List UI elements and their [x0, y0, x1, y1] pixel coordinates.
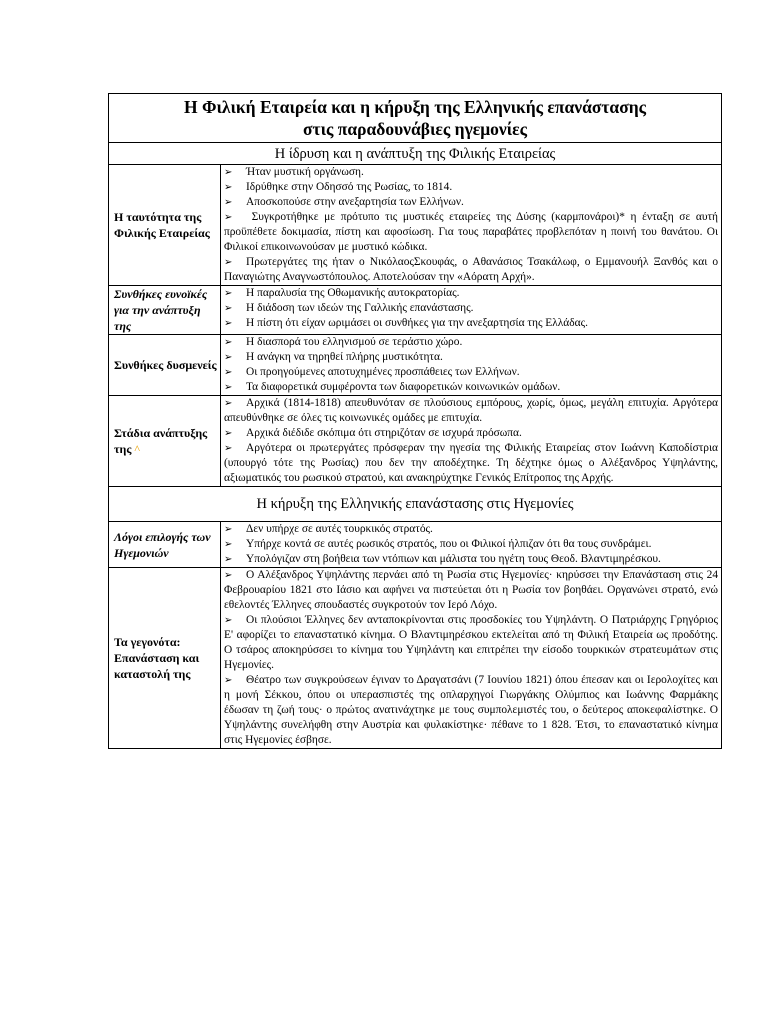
section-row-2 — [109, 487, 722, 522]
row-identity — [109, 165, 722, 286]
bullet-item — [224, 210, 718, 255]
bullet-text: Ήταν μυστική οργάνωση. — [246, 166, 364, 178]
bullet-text: Η πίστη ότι είχαν ωριμάσει οι συνθήκες για την ανεξαρτησία της Ελλάδας. — [246, 317, 588, 329]
section-heading-founding: Η ίδρυση και η ανάπτυξη της Φιλικής Εταιρείας — [109, 143, 722, 165]
arrow-bullet-icon: ➢ — [224, 615, 233, 626]
bullet-item — [224, 537, 718, 552]
bullet-text: Συγκροτήθηκε με πρότυπο τις μυστικές εταιρείες της Δύσης (καρμπονάροι)* η ένταξη σε αυτή προϋπέθετε δοκιμασία, πίστη και αφοσίωση. Για τους παραβάτες προβλεπόταν η ποινή του θανάτου. Οι Φιλικοί επικοινωνούσαν με μυστικό κώδικα. — [224, 211, 719, 253]
bullet-item — [224, 552, 718, 567]
bullet-text: Πρωτεργάτες της ήταν ο ΝικόλαοςΣκουφάς, ο Αθανάσιος Τσακάλωφ, ο Εμμανουήλ Ξανθός και ο Παναγιώτης Αναγνωστόπουλος. Αποτελούσαν την «Αόρατη Αρχή». — [224, 256, 719, 283]
bullet-item — [224, 568, 718, 613]
stages-label-text: Στάδια ανάπτυξης της — [114, 426, 208, 456]
title-row — [109, 94, 722, 143]
arrow-bullet-icon: ➢ — [224, 288, 233, 299]
arrow-bullet-icon: ➢ — [224, 337, 233, 348]
bullet-text: Η παραλυσία της Οθωμανικής αυτοκρατορίας. — [246, 287, 460, 299]
bullet-item — [224, 286, 718, 301]
bullet-item — [224, 255, 718, 285]
row-label-unfavorable: Συνθήκες δυσμενείς — [109, 335, 221, 396]
title-line-2: στις παραδουνάβιες ηγεμονίες — [303, 119, 528, 139]
bullet-text: Τα διαφορετικά συμφέροντα των διαφορετικών κοινωνικών ομάδων. — [246, 381, 561, 393]
document-title — [109, 94, 722, 143]
row-content-events — [221, 568, 722, 749]
bullet-item — [224, 441, 718, 486]
row-label-events: Τα γεγονότα: Επανάσταση και καταστολή της — [109, 568, 221, 749]
row-events — [109, 568, 722, 749]
row-unfavorable — [109, 335, 722, 396]
bullet-text: Αρχικά διέδιδε σκόπιμα ότι στηριζόταν σε ισχυρά πρόσωπα. — [246, 427, 522, 439]
bullet-item — [224, 350, 718, 365]
arrow-bullet-icon: ➢ — [224, 212, 233, 223]
row-stages — [109, 396, 722, 487]
row-label-stages — [109, 396, 221, 487]
bullet-item — [224, 165, 718, 180]
row-label-favorable: Συνθήκες ευνοϊκές για την ανάπτυξη της — [109, 286, 221, 335]
arrow-bullet-icon: ➢ — [224, 382, 233, 393]
bullet-text: Αποσκοπούσε στην ανεξαρτησία των Ελλήνων. — [246, 196, 464, 208]
bullet-item — [224, 673, 718, 748]
section-heading-revolution: Η κήρυξη της Ελληνικής επανάστασης στις Ηγεμονίες — [109, 487, 722, 522]
title-line-1: Η Φιλική Εταιρεία και η κήρυξη της Ελληνικής επανάστασης — [183, 97, 647, 117]
bullet-text: Η διασπορά του ελληνισμού σε τεράστιο χώρο. — [246, 336, 463, 348]
bullet-text: Η ανάγκη να τηρηθεί πλήρης μυστικότητα. — [246, 351, 443, 363]
arrow-bullet-icon: ➢ — [224, 554, 233, 565]
bullet-item — [224, 195, 718, 210]
arrow-bullet-icon: ➢ — [224, 167, 233, 178]
row-content-favorable — [221, 286, 722, 335]
row-reasons — [109, 522, 722, 568]
row-content-stages — [221, 396, 722, 487]
history-table — [108, 93, 722, 749]
bullet-text: Θέατρο των συγκρούσεων έγιναν το Δραγατσάνι (7 Ιουνίου 1821) όπου έπεσαν και οι Ιερολοχίτες και η μονή Σέκκου, όπου οι υπερασπιστές της οπλαρχηγοί Γιωργάκης Ολύμπιος και Ιωάννης Φαρμάκης έδωσαν τη ζωή τους· ο πρώτος ανατινάχτηκε με τους συμπολεμιστές του, ο δεύτερος αποκεφαλίστηκε. Ο Υψηλάντης συνελήφθη στην Αυστρία και φυλακίστηκε· πέθανε το 1 828. Έτσι, το επαναστατικό κίνημα στις Ηγεμονίες έσβησε. — [224, 674, 719, 746]
bullet-text: Ο Αλέξανδρος Υψηλάντης περνάει από τη Ρωσία στις Ηγεμονίες· κηρύσσει την Επανάσταση στις 24 Φεβρουαρίου 1821 στο Ιάσιο και αφήνει να πιστεύεται ότι η Ρωσία τον βοηθάει. Οργανώνει στρατό, ενώ εθελοντές Έλληνες σπουδαστές συγκροτούν τον Ιερό Λόχο. — [224, 569, 719, 611]
arrow-bullet-icon: ➢ — [224, 443, 233, 454]
bullet-item — [224, 426, 718, 441]
row-content-reasons — [221, 522, 722, 568]
bullet-item — [224, 316, 718, 331]
bullet-item — [224, 301, 718, 316]
arrow-bullet-icon: ➢ — [224, 197, 233, 208]
arrow-bullet-icon: ➢ — [224, 367, 233, 378]
arrow-bullet-icon: ➢ — [224, 524, 233, 535]
arrow-bullet-icon: ➢ — [224, 303, 233, 314]
bullet-item — [224, 335, 718, 350]
bullet-item — [224, 522, 718, 537]
arrow-bullet-icon: ➢ — [224, 257, 233, 268]
row-content-unfavorable — [221, 335, 722, 396]
bullet-item — [224, 180, 718, 195]
caret-icon: ^ — [134, 442, 141, 456]
bullet-item — [224, 365, 718, 380]
bullet-text: Αρχικά (1814-1818) απευθυνόταν σε πλούσιους εμπόρους, χωρίς, όμως, μεγάλη επιτυχία. Αργότερα απευθύνθηκε σε όλες τις κοινωνικές ομάδες με επιτυχία. — [224, 397, 719, 424]
row-content-identity — [221, 165, 722, 286]
arrow-bullet-icon: ➢ — [224, 352, 233, 363]
arrow-bullet-icon: ➢ — [224, 570, 233, 581]
bullet-text: Ιδρύθηκε στην Οδησσό της Ρωσίας, το 1814. — [246, 181, 453, 193]
bullet-text: Υπήρχε κοντά σε αυτές ρωσικός στρατός, που οι Φιλικοί ήλπιζαν ότι θα τους συνδράμει. — [246, 538, 652, 550]
bullet-item — [224, 613, 718, 673]
bullet-text: Αργότερα οι πρωτεργάτες πρόσφεραν την ηγεσία της Φιλικής Εταιρείας στον Ιωάννη Καποδίστρια (υπουργό τότε της Ρωσίας) που δεν την αποδέχτηκε. Τη δέχτηκε όμως ο Αλέξανδρος Υψηλάντης, αξιωματικός του ρωσικού στρατού, και ανακηρύχτηκε Γενικός Επίτροπος της Αρχής. — [224, 442, 719, 484]
bullet-text: Υπολόγιζαν στη βοήθεια των ντόπιων και μάλιστα του ηγέτη τους Θεοδ. Βλαντιμηρέσκου. — [246, 553, 661, 565]
arrow-bullet-icon: ➢ — [224, 398, 233, 409]
arrow-bullet-icon: ➢ — [224, 318, 233, 329]
bullet-item — [224, 396, 718, 426]
bullet-text: Οι πλούσιοι Έλληνες δεν ανταποκρίνονται στις προσδοκίες του Υψηλάντη. Ο Πατριάρχης Γρηγόριος Ε' αφορίζει το επαναστατικό κίνημα. Ο Βλαντιμηρέσκου εκτελείται από τη Φιλική Εταιρεία ως προδότης. Ο τσάρος αποκηρύσσει το κίνημα του Υψηλάντη και επιτρέπει την είσοδο τουρκικών στρατευμάτων στις Ηγεμονίες. — [224, 614, 719, 671]
bullet-text: Η διάδοση των ιδεών της Γαλλικής επανάστασης. — [246, 302, 474, 314]
bullet-text: Οι προηγούμενες αποτυχημένες προσπάθειες των Ελλήνων. — [246, 366, 520, 378]
section-row-1 — [109, 143, 722, 165]
bullet-item — [224, 380, 718, 395]
arrow-bullet-icon: ➢ — [224, 182, 233, 193]
arrow-bullet-icon: ➢ — [224, 675, 233, 686]
row-label-identity: Η ταυτότητα της Φιλικής Εταιρείας — [109, 165, 221, 286]
row-favorable — [109, 286, 722, 335]
bullet-text: Δεν υπήρχε σε αυτές τουρκικός στρατός. — [246, 523, 433, 535]
row-label-reasons: Λόγοι επιλογής των Ηγεμονιών — [109, 522, 221, 568]
arrow-bullet-icon: ➢ — [224, 428, 233, 439]
document-page — [108, 93, 721, 749]
arrow-bullet-icon: ➢ — [224, 539, 233, 550]
